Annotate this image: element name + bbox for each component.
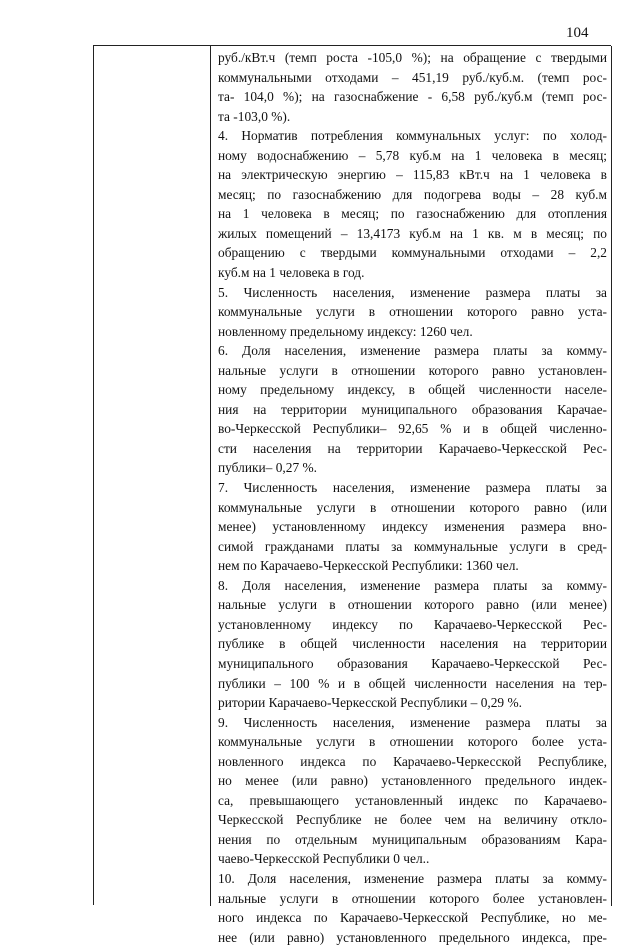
text-line: та- 104,0 %); на газоснабжение - 6,58 руб./куб.м (темп рос- xyxy=(218,89,607,105)
text-line: Черкесской Республике не более чем на величину откло- xyxy=(218,812,607,828)
text-line: куб.м на 1 человека в год. xyxy=(218,265,365,281)
text-line: публики – 100 % и в общей численности населения на тер- xyxy=(218,675,607,691)
text-line: нем по Карачаево-Черкесской Республики: 1360 чел. xyxy=(218,558,519,574)
text-line: но менее (или равно) установленного предельного индек- xyxy=(218,773,607,789)
text-line: 7. Численность населения, изменение размера платы за xyxy=(218,480,607,496)
text-line: новленного индекса по Карачаево-Черкесской Республике, xyxy=(218,753,607,769)
text-body xyxy=(218,48,607,947)
text-line: та -103,0 %). xyxy=(218,108,291,124)
text-line: ному предельному индексу, в общей численности населе- xyxy=(218,382,607,398)
text-line: коммунальные услуги в отношении которого равно уста- xyxy=(218,304,607,320)
text-line: 8. Доля населения, изменение размера платы за комму- xyxy=(218,577,607,593)
text-line: менее) установленному индексу изменения размера вно- xyxy=(218,519,607,535)
text-line: на 1 человека в месяц; по газоснабжению для отопления xyxy=(218,206,607,222)
text-line: муниципального образования Карачаево-Черкесской Рес- xyxy=(218,655,607,671)
text-line: на электрическую энергию – 115,83 кВт.ч на 1 человека в xyxy=(218,167,607,183)
table-left-column xyxy=(94,46,211,906)
text-line: обращению с твердыми коммунальными отходами – 2,2 xyxy=(218,245,607,261)
text-line: нее (или равно) установленного предельного индекса, пре- xyxy=(218,929,607,945)
text-line: са, превышающего установленный индекс по Карачаево- xyxy=(218,792,607,808)
text-line: нения по отдельным муниципальным образованиям Кара- xyxy=(218,831,607,847)
text-line: новленному предельному индексу: 1260 чел. xyxy=(218,323,473,339)
text-line: публики– 0,27 %. xyxy=(218,460,318,476)
text-line: коммунальные услуги в отношении которого равно (или xyxy=(218,499,607,515)
text-line: жилых помещений – 13,4173 куб.м на 1 кв. м в месяц; по xyxy=(218,225,607,241)
text-line: месяц; по газоснабжению для подогрева воды – 28 куб.м xyxy=(218,186,607,202)
text-line: ному водоснабжению – 5,78 куб.м на 1 человека в месяц; xyxy=(218,147,607,163)
text-line: во-Черкесской Республики– 92,65 % и в общей численно- xyxy=(218,421,607,437)
text-line: коммунальными отходами – 451,19 руб./куб.м. (темп рос- xyxy=(218,69,607,85)
text-line: ритории Карачаево-Черкесской Республики – 0,29 %. xyxy=(218,695,522,711)
page-number: 104 xyxy=(566,25,589,41)
text-line: 5. Численность населения, изменение размера платы за xyxy=(218,284,607,300)
text-line: установленному индексу по Карачаево-Черкесской Рес- xyxy=(218,616,607,632)
text-line: нальные услуги в отношении которого равно установлен- xyxy=(218,362,607,378)
table-right-column xyxy=(211,46,612,945)
text-line: нальные услуги в отношении которого равно (или менее) xyxy=(218,597,607,613)
text-line: сти населения на территории Карачаево-Черкесской Рес- xyxy=(218,440,607,456)
text-line: руб./кВт.ч (темп роста -105,0 %); на обращение с твердыми xyxy=(218,50,607,65)
text-line: 9. Численность населения, изменение размера платы за xyxy=(218,714,607,730)
text-line: чаево-Черкесской Республики 0 чел.. xyxy=(218,851,430,867)
text-line: ного индекса по Карачаево-Черкесской Республике, но ме- xyxy=(218,910,607,926)
text-line: нальные услуги в отношении которого более установлен- xyxy=(218,890,607,906)
text-line: 6. Доля населения, изменение размера платы за комму- xyxy=(218,343,607,359)
text-line: ния на территории муниципального образования Карачае- xyxy=(218,401,607,417)
text-line: симой гражданами платы за коммунальные услуги в сред- xyxy=(218,538,607,554)
text-line: 10. Доля населения, изменение размера платы за комму- xyxy=(218,870,607,886)
text-line: публике в общей численности населения на территории xyxy=(218,636,607,652)
document-table xyxy=(93,45,611,945)
text-line: 4. Норматив потребления коммунальных услуг: по холод- xyxy=(218,128,607,144)
text-line: коммунальные услуги в отношении которого более уста- xyxy=(218,734,607,750)
